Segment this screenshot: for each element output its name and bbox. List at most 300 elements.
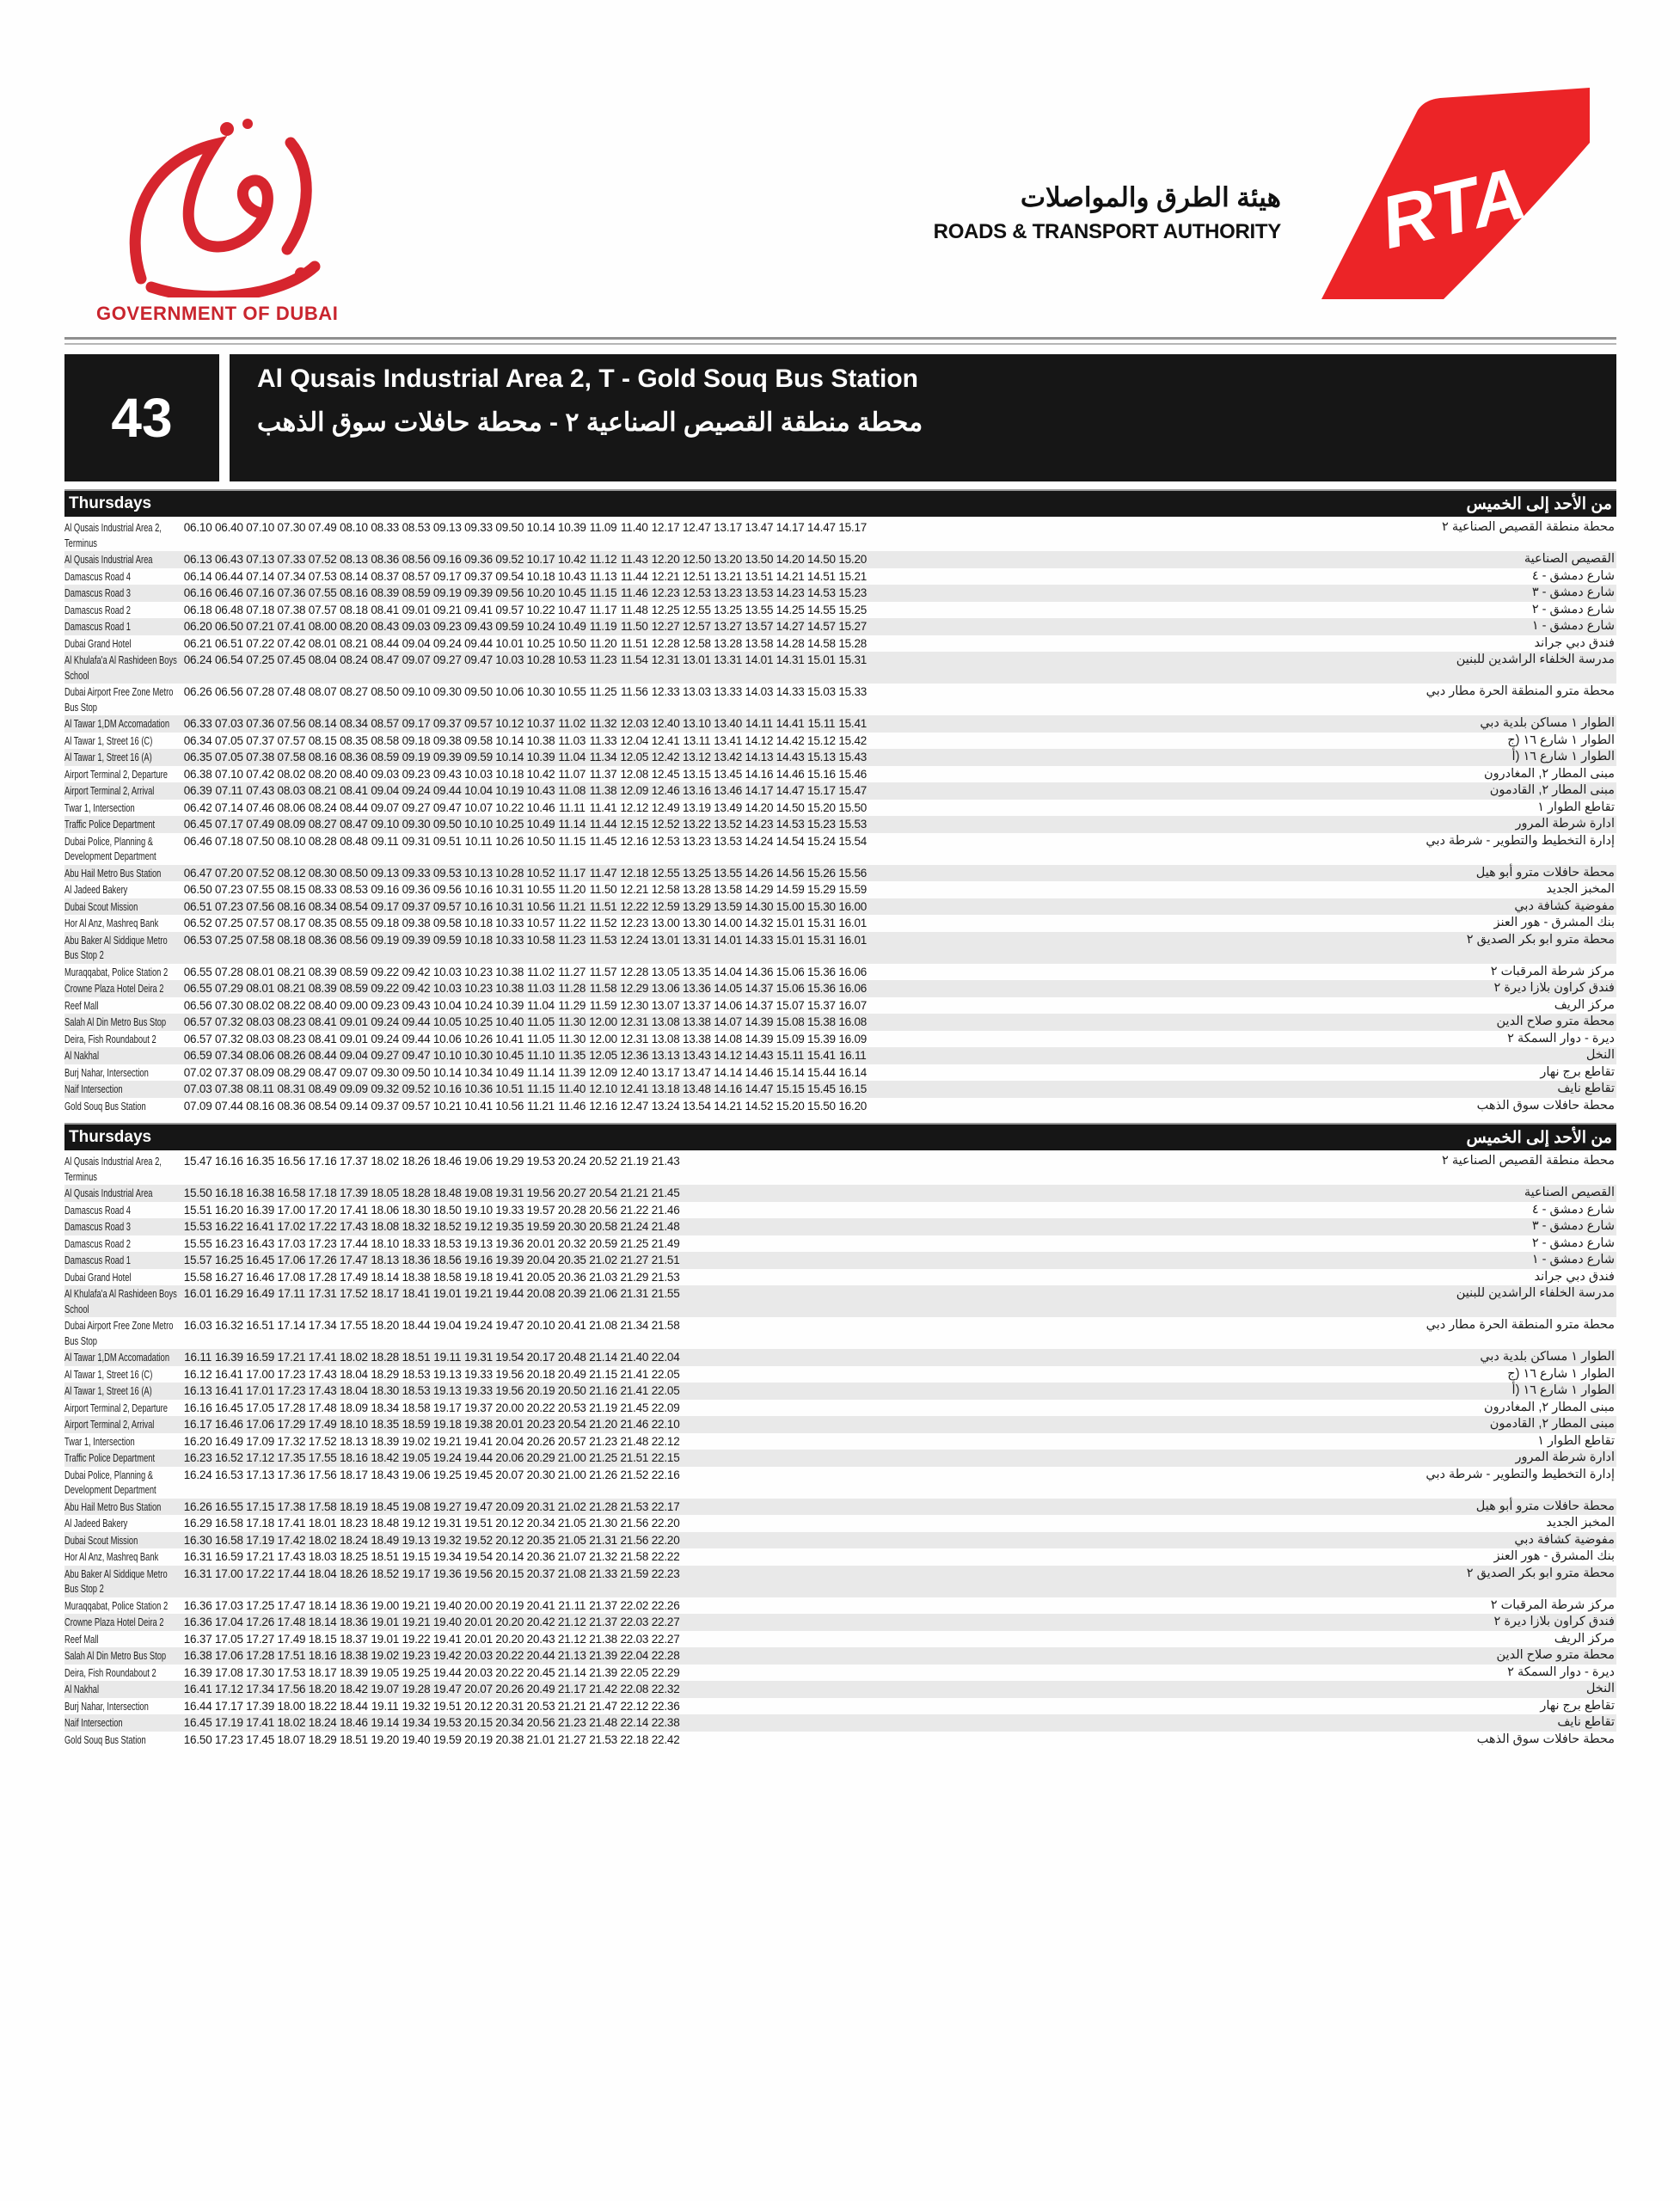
time-cell: 15.51: [183, 1203, 212, 1217]
time-cell: 08.56: [340, 933, 368, 947]
time-cell: 06.46: [215, 586, 243, 599]
time-cell: 10.14: [495, 751, 524, 763]
time-cell: 17.43: [308, 1367, 337, 1381]
times-row: [182, 750, 868, 765]
time-cell: 13.07: [651, 998, 680, 1012]
time-cell: 17.23: [215, 1732, 243, 1746]
stop-name-en: Airport Terminal 2, Arrival: [64, 1418, 155, 1431]
time-cell: 09.59: [464, 751, 493, 763]
time-cell: 14.16: [745, 767, 774, 781]
time-cell: 19.13: [432, 1367, 462, 1381]
time-cell: 21.37: [589, 1598, 617, 1612]
time-cell: 11.44: [589, 818, 617, 831]
time-cell: 09.44: [402, 1015, 431, 1028]
time-cell: 17.39: [340, 1186, 368, 1199]
time-cell: 13.25: [682, 866, 711, 880]
time-cell: 09.10: [371, 818, 400, 831]
time-cell: 20.58: [589, 1220, 617, 1233]
time-cell: 18.01: [308, 1517, 337, 1530]
time-cell: 10.26: [464, 1032, 493, 1045]
times-row: [182, 1318, 681, 1333]
time-cell: 09.19: [432, 586, 462, 599]
time-cell: 13.53: [714, 834, 743, 848]
time-cell: 17.43: [277, 1550, 306, 1563]
time-cell: 15.13: [807, 751, 836, 763]
time-cell: 12.45: [651, 767, 680, 781]
stop-name-ar: إدارة التخطيط والتطوير - شرطة دبي: [1426, 833, 1615, 848]
time-cell: 17.56: [277, 1683, 306, 1695]
time-cell: 20.18: [526, 1367, 555, 1381]
time-cell: 07.14: [215, 800, 243, 814]
time-cell: 12.53: [651, 834, 680, 848]
time-cell: 09.36: [402, 883, 431, 896]
government-of-dubai-logo: [96, 110, 363, 297]
times-row: [182, 800, 868, 816]
time-cell: 20.17: [526, 1351, 555, 1364]
stop-name-en: Naif Intersection: [64, 1716, 123, 1729]
stop-name-ar: الطوار ١ مساكن بلدية دبي: [1480, 1350, 1615, 1364]
time-cell: 19.18: [464, 1270, 493, 1284]
stop-name-en: Al Nakhal: [64, 1049, 100, 1062]
time-cell: 11.21: [558, 899, 586, 913]
times-row: [182, 1270, 681, 1285]
time-cell: 08.15: [308, 733, 337, 747]
time-cell: 16.00: [838, 899, 868, 913]
time-cell: 20.48: [557, 1351, 586, 1364]
time-cell: 19.51: [464, 1517, 493, 1530]
time-cell: 16.14: [838, 1065, 868, 1079]
time-cell: 20.03: [464, 1649, 493, 1662]
time-cell: 07.49: [246, 818, 275, 831]
table-row: [64, 1081, 1616, 1098]
time-cell: 19.44: [464, 1451, 493, 1464]
table-row: [64, 1098, 1616, 1115]
time-cell: 15.11: [776, 1049, 805, 1062]
time-cell: 08.53: [402, 521, 431, 534]
time-cell: 09.22: [371, 982, 400, 995]
time-cell: 21.28: [589, 1499, 617, 1513]
times-row: [182, 569, 868, 585]
time-cell: 17.55: [340, 1319, 368, 1332]
time-cell: 13.23: [682, 834, 711, 848]
time-cell: 17.28: [246, 1649, 275, 1662]
time-cell: 18.13: [371, 1254, 400, 1266]
time-cell: 10.38: [526, 733, 555, 747]
time-cell: 17.11: [278, 1287, 305, 1300]
time-cell: 19.25: [402, 1665, 431, 1679]
time-cell: 09.37: [464, 569, 493, 583]
time-cell: 14.54: [776, 834, 805, 848]
time-cell: 21.51: [651, 1254, 680, 1266]
times-row: [182, 1434, 681, 1450]
time-cell: 13.17: [714, 521, 743, 534]
time-cell: 09.23: [432, 620, 462, 633]
stop-name-ar: شارع دمشق - ٣: [1531, 1219, 1615, 1233]
stop-name-en: Hor Al Anz, Mashreq Bank: [64, 917, 159, 929]
time-cell: 07.36: [246, 717, 275, 730]
time-cell: 07.42: [246, 767, 275, 781]
time-cell: 21.12: [557, 1615, 586, 1628]
time-cell: 13.55: [745, 603, 774, 616]
time-cell: 14.56: [776, 866, 805, 880]
time-cell: 10.01: [495, 636, 524, 650]
time-cell: 17.03: [277, 1236, 306, 1250]
time-cell: 08.55: [340, 917, 368, 929]
time-cell: 09.44: [432, 784, 462, 797]
stop-name-en: Damascus Road 1: [64, 1254, 132, 1266]
time-cell: 16.03: [183, 1319, 212, 1332]
time-cell: 12.15: [620, 818, 649, 831]
time-cell: 19.15: [402, 1550, 431, 1563]
time-cell: 19.41: [432, 1632, 462, 1646]
stop-name-ar: شارع دمشق - ٢: [1531, 602, 1615, 616]
time-cell: 12.25: [651, 603, 680, 616]
times-row: [182, 981, 868, 996]
time-cell: 10.18: [464, 917, 493, 929]
time-cell: 08.21: [277, 982, 306, 995]
time-cell: 17.22: [308, 1220, 337, 1233]
time-cell: 15.26: [807, 866, 836, 880]
time-cell: 15.31: [838, 653, 868, 666]
time-cell: 11.30: [558, 1015, 586, 1028]
table-row: [64, 1714, 1616, 1732]
time-cell: 07.38: [215, 1082, 243, 1095]
time-cell: 18.30: [371, 1384, 400, 1397]
time-cell: 19.21: [464, 1287, 493, 1300]
time-cell: 20.19: [526, 1384, 555, 1397]
time-cell: 10.03: [432, 965, 462, 978]
table-row: [64, 602, 1616, 619]
time-cell: 18.56: [432, 1254, 462, 1266]
rows: [64, 1150, 1616, 1748]
time-cell: 10.56: [526, 899, 555, 913]
stop-name-ar: محطة حافلات سوق الذهب: [1476, 1732, 1615, 1746]
stop-name-en: Muraqqabat, Police Station 2: [64, 965, 169, 978]
table-row: [64, 1202, 1616, 1219]
time-cell: 19.59: [432, 1732, 462, 1746]
stop-name-en: Abu Hail Metro Bus Station: [64, 866, 162, 880]
time-cell: 19.32: [432, 1533, 462, 1547]
time-cell: 14.58: [807, 636, 836, 650]
time-cell: 21.25: [589, 1451, 617, 1464]
time-cell: 09.51: [432, 834, 462, 848]
time-cell: 11.32: [589, 717, 617, 730]
time-cell: 10.11: [464, 834, 493, 848]
time-cell: 08.14: [308, 717, 337, 730]
time-cell: 17.08: [277, 1270, 306, 1284]
time-cell: 21.30: [589, 1517, 617, 1530]
time-cell: 14.51: [807, 569, 836, 583]
time-cell: 20.54: [557, 1418, 586, 1431]
time-cell: 17.58: [308, 1499, 337, 1513]
time-cell: 07.16: [246, 586, 275, 599]
time-cell: 21.07: [557, 1550, 586, 1563]
time-cell: 10.03: [495, 653, 524, 666]
time-cell: 16.53: [215, 1468, 243, 1481]
time-cell: 06.51: [215, 636, 243, 650]
time-cell: 14.31: [776, 653, 805, 666]
time-cell: 12.24: [620, 933, 649, 947]
times-row: [182, 882, 868, 898]
time-cell: 12.18: [620, 866, 649, 880]
time-cell: 10.05: [432, 1015, 462, 1028]
time-cell: 15.27: [838, 620, 868, 633]
time-cell: 10.55: [526, 883, 555, 896]
table-row: [64, 833, 1616, 865]
time-cell: 15.06: [776, 982, 805, 995]
time-cell: 20.06: [495, 1451, 524, 1464]
time-cell: 17.30: [246, 1665, 275, 1679]
time-cell: 08.47: [340, 818, 368, 831]
time-cell: 09.30: [432, 685, 462, 698]
time-cell: 13.29: [682, 899, 711, 913]
time-cell: 08.59: [402, 586, 431, 599]
time-cell: 11.44: [620, 569, 648, 583]
stop-name-en: Al Tawar 1, Street 16 (A): [64, 751, 152, 763]
time-cell: 07.57: [246, 917, 275, 929]
time-cell: 07.37: [215, 1065, 243, 1079]
table-row: [64, 1218, 1616, 1235]
time-cell: 10.25: [526, 636, 555, 650]
stop-name-ar: شارع دمشق - ٤: [1531, 1202, 1615, 1217]
time-cell: 20.42: [526, 1615, 555, 1628]
stop-name-ar: مدرسة الخلفاء الراشدين للبنين: [1456, 1286, 1615, 1300]
time-cell: 10.25: [495, 818, 524, 831]
time-cell: 18.32: [402, 1220, 431, 1233]
time-cell: 21.02: [589, 1254, 617, 1266]
time-cell: 11.27: [558, 965, 586, 978]
time-cell: 22.38: [651, 1716, 680, 1729]
stop-name-en: Muraqqabat, Police Station 2: [64, 1598, 169, 1612]
time-cell: 19.44: [495, 1287, 524, 1300]
time-cell: 21.08: [589, 1319, 617, 1332]
time-cell: 18.51: [402, 1351, 431, 1364]
time-cell: 19.05: [402, 1451, 431, 1464]
time-cell: 08.16: [340, 586, 368, 599]
stop-name-en: Al Jadeed Bakery: [64, 1517, 128, 1530]
time-cell: 09.50: [432, 818, 462, 831]
time-cell: 08.24: [340, 653, 368, 666]
times-row: [182, 1032, 868, 1047]
times-row: [182, 1715, 681, 1731]
times-row: [182, 1648, 681, 1664]
time-cell: 19.54: [464, 1550, 493, 1563]
time-cell: 17.20: [308, 1203, 337, 1217]
time-cell: 21.48: [651, 1220, 680, 1233]
time-cell: 18.58: [402, 1401, 431, 1414]
table-row: [64, 881, 1616, 898]
time-cell: 12.23: [651, 586, 680, 599]
time-cell: 13.30: [682, 917, 711, 929]
time-cell: 10.04: [464, 784, 493, 797]
time-cell: 19.35: [495, 1220, 524, 1233]
stop-name-ar: مفوضية كشافة دبي: [1514, 1532, 1615, 1547]
time-cell: 18.52: [371, 1566, 400, 1580]
time-cell: 16.29: [215, 1287, 243, 1300]
time-cell: 09.30: [402, 818, 431, 831]
time-cell: 20.07: [495, 1468, 524, 1481]
time-cell: 22.12: [620, 1699, 649, 1713]
times-row: [182, 1665, 681, 1681]
time-cell: 11.39: [558, 1065, 586, 1079]
time-cell: 22.03: [620, 1632, 649, 1646]
time-cell: 16.31: [183, 1566, 212, 1580]
time-cell: 11.15: [558, 834, 586, 848]
time-cell: 12.47: [620, 1099, 649, 1113]
time-cell: 07.14: [246, 569, 275, 583]
time-cell: 08.57: [402, 569, 431, 583]
time-cell: 09.24: [371, 1015, 400, 1028]
time-cell: 12.31: [620, 1015, 649, 1028]
stop-name-en: Salah Al Din Metro Bus Stop: [64, 1649, 167, 1662]
time-cell: 19.24: [432, 1451, 462, 1464]
table-row: [64, 733, 1616, 750]
time-cell: 07.55: [246, 883, 275, 896]
time-cell: 09.17: [402, 717, 431, 730]
time-cell: 11.02: [527, 965, 555, 978]
time-cell: 06.20: [183, 620, 212, 633]
time-cell: 19.17: [402, 1566, 431, 1580]
time-cell: 10.18: [526, 569, 555, 583]
time-cell: 11.03: [527, 982, 555, 995]
time-cell: 22.09: [651, 1401, 680, 1414]
time-cell: 09.57: [432, 899, 462, 913]
time-cell: 09.52: [495, 553, 524, 566]
time-cell: 18.38: [340, 1649, 368, 1662]
time-cell: 12.05: [620, 751, 649, 763]
time-cell: 18.44: [402, 1319, 431, 1332]
time-cell: 10.40: [495, 1015, 524, 1028]
time-cell: 10.31: [495, 883, 524, 896]
time-cell: 17.37: [340, 1155, 368, 1168]
time-cell: 19.38: [464, 1418, 493, 1431]
time-cell: 18.10: [371, 1236, 400, 1250]
table-row: [64, 1665, 1616, 1682]
time-cell: 18.20: [371, 1319, 400, 1332]
time-cell: 09.43: [402, 998, 431, 1012]
time-cell: 20.43: [526, 1632, 555, 1646]
time-cell: 06.57: [183, 1032, 212, 1045]
time-cell: 11.13: [589, 569, 617, 583]
time-cell: 20.36: [526, 1550, 555, 1563]
time-cell: 16.39: [183, 1665, 212, 1679]
time-cell: 09.04: [340, 1049, 368, 1062]
time-cell: 19.40: [432, 1615, 462, 1628]
time-cell: 09.57: [464, 717, 493, 730]
stop-name-en: Al Khulafa'a Al Rashideen Boys School: [64, 1287, 177, 1315]
time-cell: 15.00: [776, 899, 805, 913]
time-cell: 07.03: [183, 1082, 212, 1095]
time-cell: 08.49: [308, 1082, 337, 1095]
time-cell: 21.21: [557, 1699, 586, 1713]
table-row: [64, 715, 1616, 733]
time-cell: 08.17: [277, 917, 306, 929]
time-cell: 16.31: [183, 1550, 212, 1563]
time-cell: 17.26: [308, 1254, 337, 1266]
time-cell: 17.34: [246, 1683, 275, 1695]
time-cell: 22.12: [651, 1434, 680, 1448]
time-cell: 15.01: [807, 653, 836, 666]
time-cell: 20.24: [557, 1155, 586, 1168]
time-cell: 17.56: [308, 1468, 337, 1481]
time-cell: 20.30: [557, 1220, 586, 1233]
day-label-ar: من الأحد إلى الخميس: [1466, 494, 1612, 513]
stop-name-en: Dubai Airport Free Zone Metro Bus Stop: [64, 1319, 174, 1347]
time-cell: 18.53: [402, 1367, 431, 1381]
table-row: [64, 1317, 1616, 1349]
time-cell: 09.31: [402, 834, 431, 848]
time-cell: 20.44: [526, 1649, 555, 1662]
time-cell: 11.54: [620, 653, 648, 666]
time-cell: 14.39: [745, 1015, 774, 1028]
times-row: [182, 619, 868, 635]
stop-name-en: Dubai Airport Free Zone Metro Bus Stop: [64, 685, 174, 714]
time-cell: 07.13: [246, 553, 275, 566]
time-cell: 09.01: [340, 1015, 368, 1028]
time-cell: 16.55: [215, 1499, 243, 1513]
times-row: [182, 1732, 681, 1748]
time-cell: 12.22: [620, 899, 649, 913]
time-cell: 09.18: [402, 733, 431, 747]
time-cell: 16.50: [183, 1732, 212, 1746]
stop-name-en: Al Qusais Industrial Area 2, Terminus: [64, 1155, 162, 1183]
time-cell: 11.50: [589, 883, 617, 896]
time-cell: 18.42: [340, 1683, 368, 1695]
table-row: [64, 1235, 1616, 1253]
table-row: [64, 782, 1616, 800]
time-cell: 17.22: [246, 1566, 275, 1580]
time-cell: 10.17: [526, 553, 555, 566]
stop-name-en: Hor Al Anz, Mashreq Bank: [64, 1550, 159, 1563]
time-cell: 15.14: [776, 1065, 805, 1079]
time-cell: 19.32: [402, 1699, 431, 1713]
time-cell: 15.29: [807, 883, 836, 896]
time-cell: 22.32: [651, 1683, 680, 1695]
time-cell: 07.03: [215, 717, 243, 730]
time-cell: 13.59: [714, 899, 743, 913]
time-cell: 15.38: [807, 1015, 836, 1028]
time-cell: 14.04: [714, 965, 743, 978]
time-cell: 08.20: [340, 620, 368, 633]
time-cell: 08.22: [277, 998, 306, 1012]
time-cell: 21.46: [651, 1203, 680, 1217]
time-cell: 13.12: [682, 751, 711, 763]
time-cell: 09.42: [402, 965, 431, 978]
time-cell: 16.37: [183, 1632, 212, 1646]
time-cell: 07.05: [215, 751, 243, 763]
time-cell: 13.58: [714, 883, 743, 896]
time-cell: 16.49: [215, 1434, 243, 1448]
time-cell: 08.34: [308, 899, 337, 913]
time-cell: 16.45: [246, 1254, 275, 1266]
time-cell: 07.05: [215, 733, 243, 747]
times-row: [182, 1615, 681, 1630]
table-row: [64, 1548, 1616, 1566]
time-cell: 06.53: [183, 933, 212, 947]
time-cell: 17.49: [277, 1632, 306, 1646]
time-cell: 14.55: [807, 603, 836, 616]
time-cell: 08.33: [371, 521, 400, 534]
stop-name-ar: النخل: [1585, 1048, 1615, 1062]
time-cell: 16.13: [183, 1384, 212, 1397]
stop-name-ar: شارع دمشق - ٣: [1531, 586, 1615, 599]
time-cell: 20.12: [464, 1699, 493, 1713]
time-cell: 13.57: [745, 620, 774, 633]
time-cell: 13.33: [714, 685, 743, 698]
stop-name-en: Al Qusais Industrial Area: [64, 553, 153, 566]
time-cell: 21.31: [589, 1533, 617, 1547]
time-cell: 21.53: [651, 1270, 680, 1284]
